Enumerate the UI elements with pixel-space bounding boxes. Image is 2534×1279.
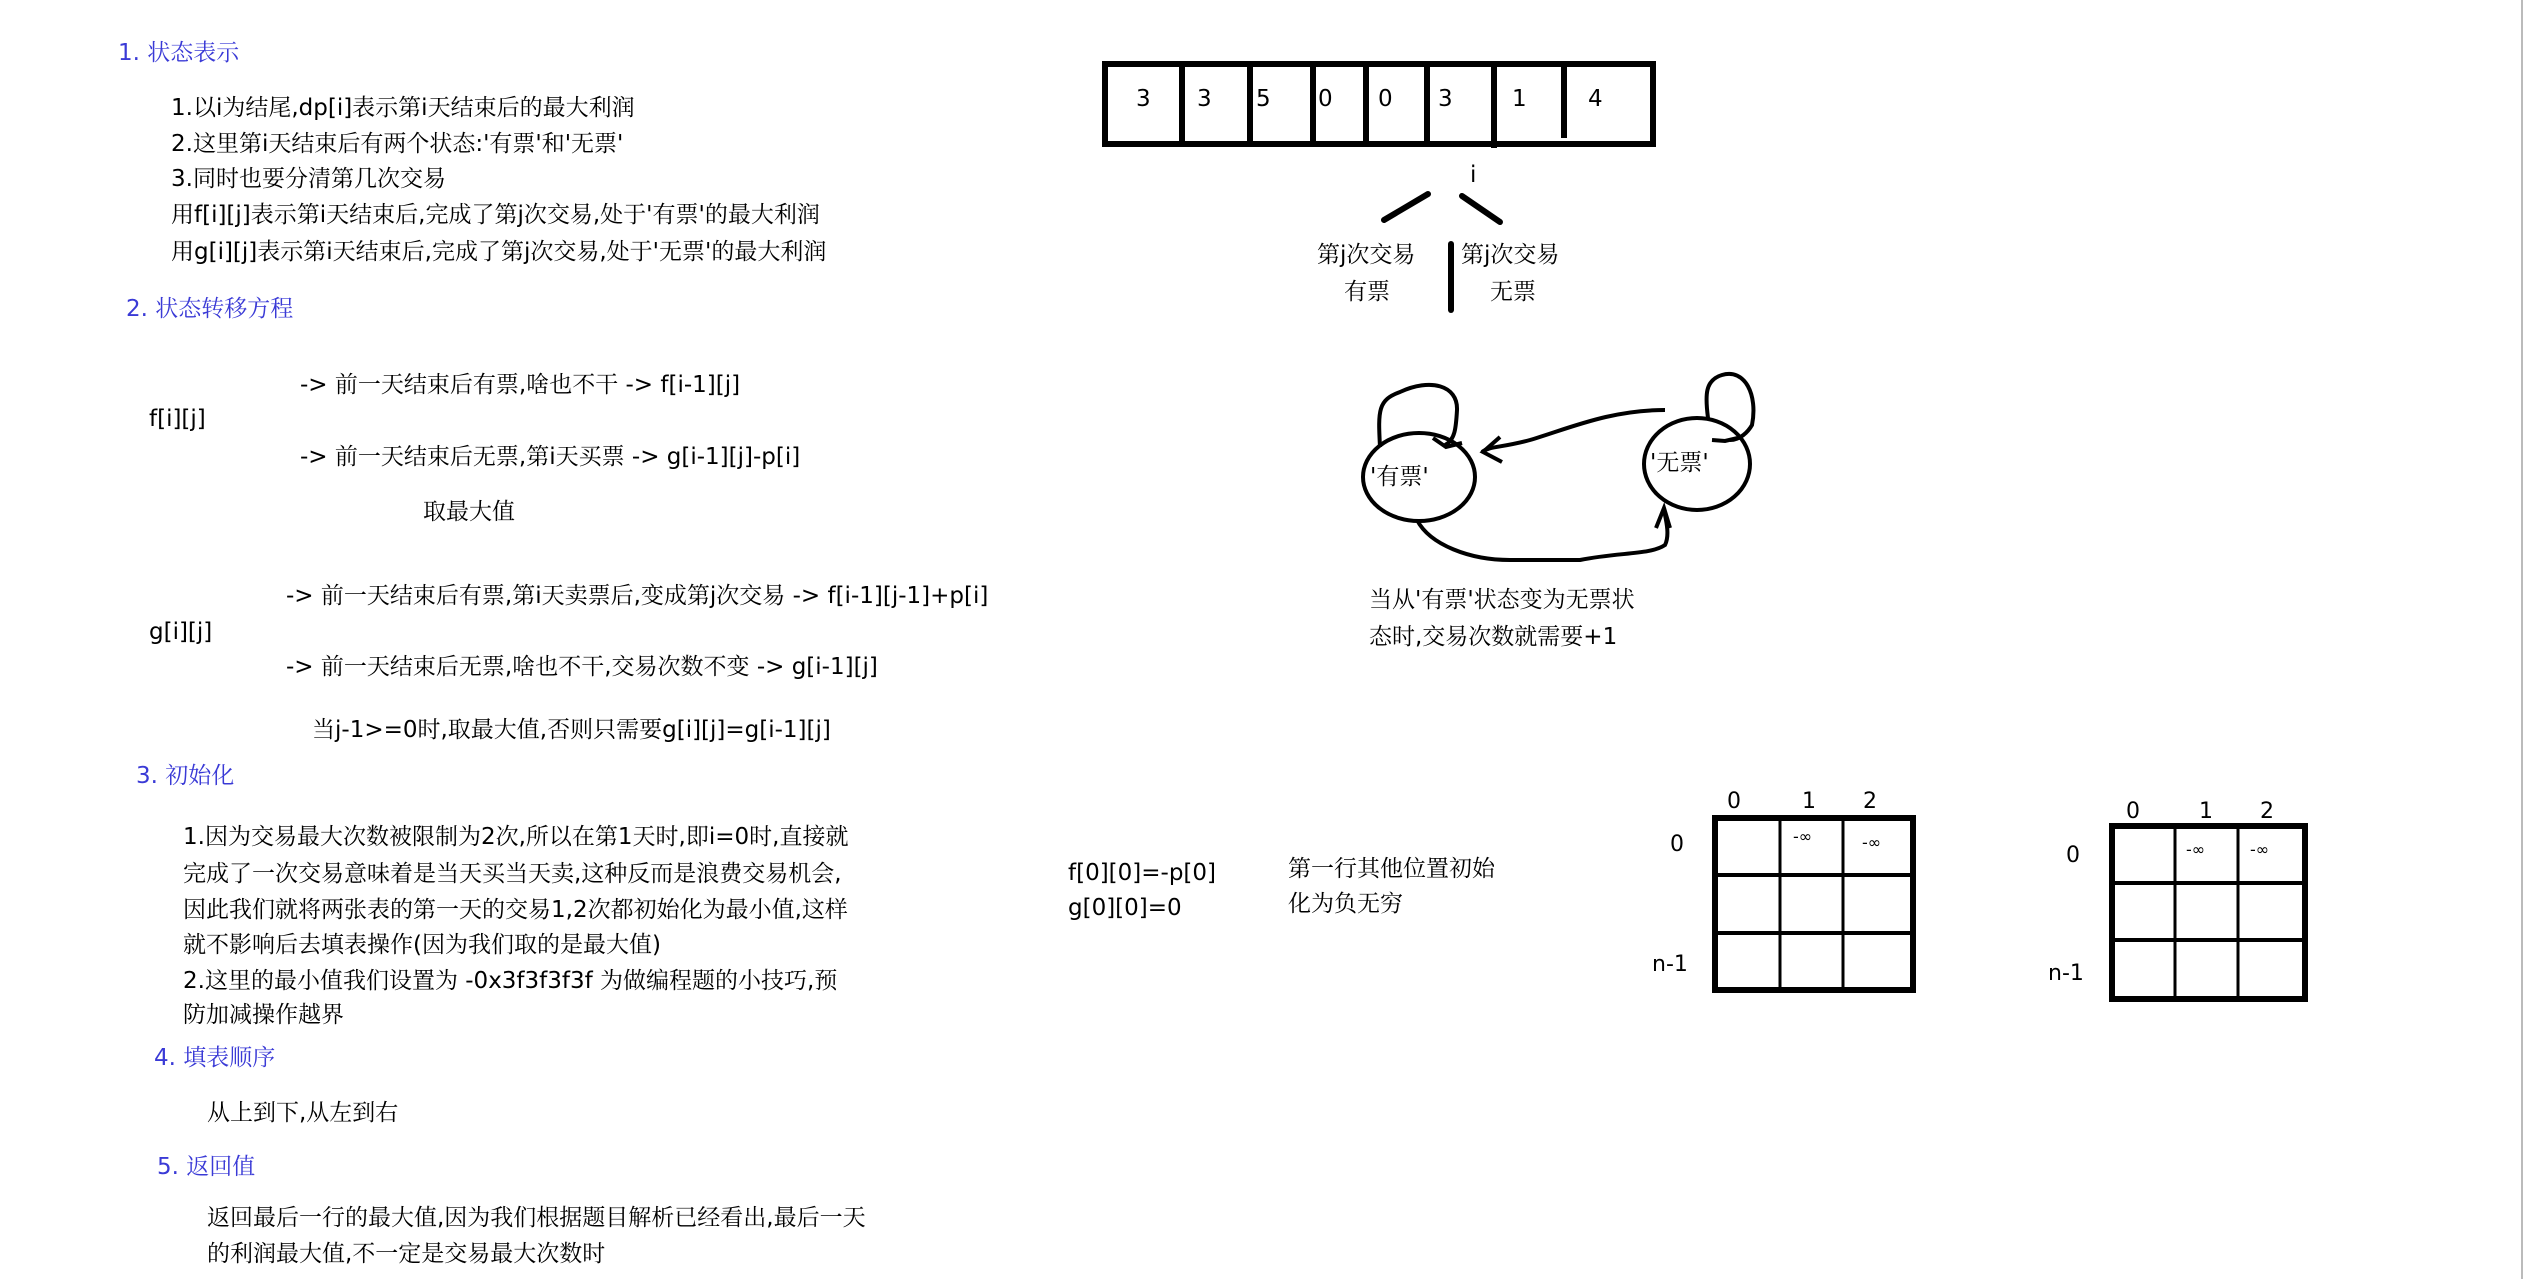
init-note: 第一行其他位置初始 xyxy=(1288,856,1495,882)
array-cell: 0 xyxy=(1378,86,1393,112)
init-note: 化为负无穷 xyxy=(1288,891,1403,917)
index-label: i xyxy=(1470,162,1477,188)
g-case-2: -> 前一天结束后无票,啥也不干,交易次数不变 -> g[i-1][j] xyxy=(286,654,878,680)
array-cell: 0 xyxy=(1318,86,1333,112)
transition-note: 态时,交易次数就需要+1 xyxy=(1369,624,1618,650)
text-line: 1.因为交易最大次数被限制为2次,所以在第1天时,即i=0时,直接就 xyxy=(183,824,849,850)
text-line: 因此我们就将两张表的第一天的交易1,2次都初始化为最小值,这样 xyxy=(183,897,848,923)
text-line: 用g[i][j]表示第i天结束后,完成了第j次交易,处于'无票'的最大利润 xyxy=(171,239,827,265)
row-label: 0 xyxy=(2066,843,2080,868)
row-label: n-1 xyxy=(1652,952,1688,977)
array-cell: 1 xyxy=(1512,86,1527,112)
heading-state-definition: 1. 状态表示 xyxy=(118,40,240,66)
array-cell: 4 xyxy=(1588,86,1603,112)
table-g-grid xyxy=(2112,826,2305,1001)
col-label: 2 xyxy=(2260,799,2274,824)
col-label: 2 xyxy=(1863,789,1877,814)
text-line: 3.同时也要分清第几次交易 xyxy=(171,166,446,192)
branch-left: 第j次交易 xyxy=(1317,242,1416,268)
branch-right: 无票 xyxy=(1490,279,1536,305)
text-line: 就不影响后去填表操作(因为我们取的是最大值) xyxy=(183,932,661,958)
col-label: 0 xyxy=(1727,789,1741,814)
heading-return: 5. 返回值 xyxy=(157,1154,256,1180)
table-f-grid xyxy=(1715,818,1913,992)
array-cell: 3 xyxy=(1197,86,1212,112)
row-label: n-1 xyxy=(2048,961,2084,986)
heading-init: 3. 初始化 xyxy=(136,763,235,789)
text-line: 返回最后一行的最大值,因为我们根据题目解析已经看出,最后一天 xyxy=(207,1205,866,1231)
g-note: 当j-1>=0时,取最大值,否则只需要g[i][j]=g[i-1][j] xyxy=(312,717,831,743)
array-cell: 3 xyxy=(1136,86,1151,112)
arrow-have-to-none xyxy=(1417,510,1667,560)
neg-inf-cell: -∞ xyxy=(1793,827,1813,846)
col-label: 1 xyxy=(2199,799,2213,824)
array-cell: 3 xyxy=(1438,86,1453,112)
neg-inf-cell: -∞ xyxy=(1862,833,1882,852)
text-line: 的利润最大值,不一定是交易最大次数时 xyxy=(207,1241,606,1267)
transition-note: 当从'有票'状态变为无票状 xyxy=(1369,587,1635,613)
state-have-label: '有票' xyxy=(1370,464,1429,490)
heading-fill-order: 4. 填表顺序 xyxy=(154,1045,276,1071)
branch-right: 第j次交易 xyxy=(1461,242,1560,268)
neg-inf-cell: -∞ xyxy=(2250,840,2270,859)
heading-transition: 2. 状态转移方程 xyxy=(126,296,294,322)
g-case-1: -> 前一天结束后有票,第i天卖票后,变成第j次交易 -> f[i-1][j-1]+p[i] xyxy=(286,583,989,609)
fill-order-text: 从上到下,从左到右 xyxy=(207,1100,399,1126)
init-g: g[0][0]=0 xyxy=(1068,895,1182,921)
init-f: f[0][0]=-p[0] xyxy=(1068,860,1217,886)
col-label: 1 xyxy=(1802,789,1816,814)
array-cell: 5 xyxy=(1256,86,1271,112)
branch-left: 有票 xyxy=(1344,279,1390,305)
arrow-none-to-have xyxy=(1482,410,1665,452)
text-line: 完成了一次交易意味着是当天买当天卖,这种反而是浪费交易机会, xyxy=(183,861,842,887)
state-none-label: '无票' xyxy=(1650,450,1709,476)
f-note: 取最大值 xyxy=(423,499,515,525)
f-case-1: -> 前一天结束后有票,啥也不干 -> f[i-1][j] xyxy=(300,372,741,398)
col-label: 0 xyxy=(2126,799,2140,824)
text-line: 防加减操作越界 xyxy=(183,1002,344,1028)
f-case-2: -> 前一天结束后无票,第i天买票 -> g[i-1][j]-p[i] xyxy=(300,444,801,470)
text-line: 2.这里的最小值我们设置为 -0x3f3f3f3f 为做编程题的小技巧,预 xyxy=(183,968,838,994)
g-label: g[i][j] xyxy=(149,619,213,645)
text-line: 2.这里第i天结束后有两个状态:'有票'和'无票' xyxy=(171,131,624,157)
f-label: f[i][j] xyxy=(149,406,206,432)
row-label: 0 xyxy=(1670,832,1684,857)
neg-inf-cell: -∞ xyxy=(2186,840,2206,859)
text-line: 用f[i][j]表示第i天结束后,完成了第j次交易,处于'有票'的最大利润 xyxy=(171,202,820,228)
text-line: 1.以i为结尾,dp[i]表示第i天结束后的最大利润 xyxy=(171,95,635,121)
